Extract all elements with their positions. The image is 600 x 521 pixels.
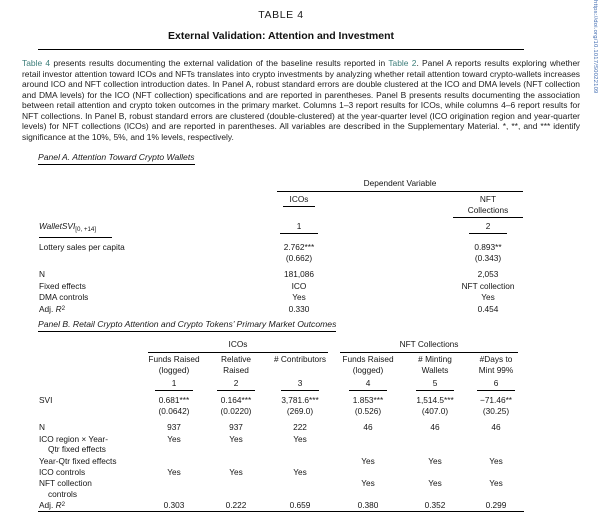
stat-cell: Yes: [167, 433, 181, 444]
panel-a-group-icos: ICOs: [283, 194, 316, 207]
panel-b-group-icos: ICOs: [148, 339, 328, 352]
column-header: Funds Raised (logged): [148, 354, 200, 375]
table-title: External Validation: Attention and Investment: [168, 30, 394, 42]
stat-cell: Yes: [167, 467, 181, 477]
column-header: Funds Raised (logged): [342, 354, 394, 375]
stat-cell: [142, 455, 206, 466]
column-number: 1: [155, 378, 194, 391]
se-cell: (0.343): [474, 253, 502, 264]
column-header: #Days to Mint 99%: [478, 354, 514, 375]
stat-cell: [334, 467, 402, 478]
stat-cell: [266, 478, 334, 500]
coef-cell: 0.681***: [158, 395, 190, 406]
panel-a-group-nft-collections: NFT Collections: [453, 194, 523, 217]
stat-cell: NFT collection: [461, 280, 515, 291]
se-cell: (407.0): [421, 406, 449, 417]
stat-cell: 0.352: [424, 500, 446, 511]
stat-cell: Yes: [361, 455, 375, 466]
stat-cell: Yes: [292, 292, 306, 303]
column-number: 6: [477, 378, 516, 391]
stat-cell: 937: [167, 422, 181, 433]
coef-cell: 1.853***: [352, 395, 384, 406]
column-number: 5: [416, 378, 455, 391]
stat-cell: 46: [491, 422, 501, 433]
stat-cell: Yes: [361, 478, 375, 489]
row-label: ICO region × Year-Qtr fixed effects: [39, 433, 108, 455]
row-label: N: [39, 422, 45, 433]
caption-text-2: . Panel A reports results exploring whether retail investor attention toward ICOs and NFTs translates into crypto investments by analyzing whether retail attention toward crypto-wallets increases around ICO and NFT collection introduction dates. In Panel A, robust standard errors are double clustered at the ICO and DMA levels (NFT collection and DMA levels) for the ICO (NFT collection) specifications and are reported in parentheses. Panel B presents results documenting the association between retail attention and crypto token outcomes in the primary market. Columns 1–3 report results for ICOs, while columns 4–6 report results for NFT collections. In Panel B, robust standard errors are clustered (double-clustered) at the year-quarter level (ICO origination region and year-quarter levels) for NFT collections (ICOs) and are reported in parentheses. All variables are described in the Supplementary Material. *, **, and *** identify significance at the 10%, 5%, and 1% levels, respectively.: [22, 58, 580, 142]
coef-cell: 0.164***: [220, 395, 252, 406]
stat-cell: 0.299: [485, 500, 507, 511]
row-label: NFT collection controls: [39, 478, 92, 499]
stat-cell: Yes: [489, 455, 503, 466]
stat-cell: Yes: [489, 478, 503, 489]
stat-cell: [206, 455, 266, 466]
se-cell: (30.25): [482, 406, 510, 417]
coef-cell: −71.46**: [479, 395, 513, 406]
column-header: # Minting Wallets: [418, 354, 452, 375]
row-label-adj-r2: Adj. $R^2$: [39, 500, 66, 511]
stat-cell: ICO: [291, 280, 307, 291]
stat-cell: 46: [363, 422, 373, 433]
se-cell: (0.526): [354, 406, 382, 417]
row-label-adj-r2: Adj. $R^2$: [39, 303, 66, 314]
stat-cell: Yes: [229, 433, 243, 444]
stat-cell: 0.454: [477, 303, 499, 314]
panel-b-heading: Panel B. Retail Crypto Attention and Crypto Tokens’ Primary Market Outcomes: [38, 319, 600, 332]
se-cell: (269.0): [286, 406, 314, 417]
caption-text-1: presents results documenting the external validation of the baseline results reported in: [50, 58, 389, 68]
stat-cell: [266, 455, 334, 466]
panel-b-table: [38, 337, 524, 512]
column-header: Relative Raised: [221, 354, 251, 375]
se-cell: (0.0642): [158, 406, 190, 417]
stat-cell: [206, 478, 266, 500]
coef-cell: 1,514.5***: [416, 395, 454, 406]
table-number-label: TABLE 4: [258, 9, 304, 21]
panel-b-group-nft-collections: NFT Collections: [340, 339, 518, 352]
stat-cell: 46: [430, 422, 440, 433]
stat-cell: Yes: [293, 433, 307, 444]
stat-cell: [402, 433, 468, 455]
dependent-variable-label: Dependent Variable: [277, 178, 523, 191]
stat-cell: Yes: [481, 292, 495, 303]
coef-cell: 2.762***: [283, 242, 315, 252]
stat-cell: Yes: [428, 478, 442, 489]
stat-cell: Yes: [428, 455, 442, 466]
row-label: Fixed effects: [39, 280, 86, 291]
column-number: 2: [217, 378, 256, 391]
column-number: 2: [469, 221, 508, 234]
stat-cell: [402, 467, 468, 478]
stat-cell: 0.659: [289, 500, 311, 511]
stat-cell: 0.380: [357, 500, 379, 511]
se-cell: (0.0220): [220, 406, 252, 417]
column-number: 4: [349, 378, 388, 391]
stat-cell: Yes: [293, 467, 307, 477]
stat-cell: 181,086: [284, 269, 314, 280]
stat-cell: 2,053: [477, 269, 499, 280]
row-label: Lottery sales per capita: [39, 242, 125, 252]
row-label: ICO controls: [39, 467, 86, 477]
stat-cell: [334, 433, 402, 455]
stat-cell: 0.222: [225, 500, 247, 511]
panel-a-heading: Panel A. Attention Toward Crypto Wallets: [38, 152, 600, 165]
stat-cell: 0.330: [288, 303, 310, 314]
coef-cell: 0.893**: [474, 242, 502, 252]
row-label: N: [39, 269, 45, 280]
title-rule: [38, 49, 524, 50]
row-label: DMA controls: [39, 292, 89, 303]
table2-ref-link[interactable]: Table 2: [388, 58, 417, 68]
column-header: # Contributors: [273, 354, 327, 365]
table-caption: [22, 58, 580, 142]
stat-cell: 937: [229, 422, 243, 433]
stat-cell: 0.303: [163, 500, 185, 511]
se-cell: (0.662): [285, 253, 313, 264]
stat-cell: [468, 433, 524, 455]
table4-ref-link[interactable]: Table 4: [22, 58, 51, 68]
panel-a-variable-label: WalletSVI$_{[0, +14]}$: [39, 221, 112, 238]
column-number: 3: [281, 378, 320, 391]
title-block: [38, 9, 524, 42]
stat-cell: Yes: [229, 467, 243, 477]
doi-stamp-link[interactable]: https://doi.org/10.1017/S0022109: [592, 0, 598, 94]
column-number: 1: [280, 221, 319, 234]
row-label: SVI: [39, 395, 53, 406]
panel-a-table: [38, 178, 524, 315]
stat-cell: [468, 467, 524, 478]
stat-cell: 222: [293, 422, 307, 433]
stat-cell: [142, 478, 206, 500]
coef-cell: 3,781.6***: [281, 395, 319, 406]
row-label: Year-Qtr fixed effects: [39, 455, 117, 466]
